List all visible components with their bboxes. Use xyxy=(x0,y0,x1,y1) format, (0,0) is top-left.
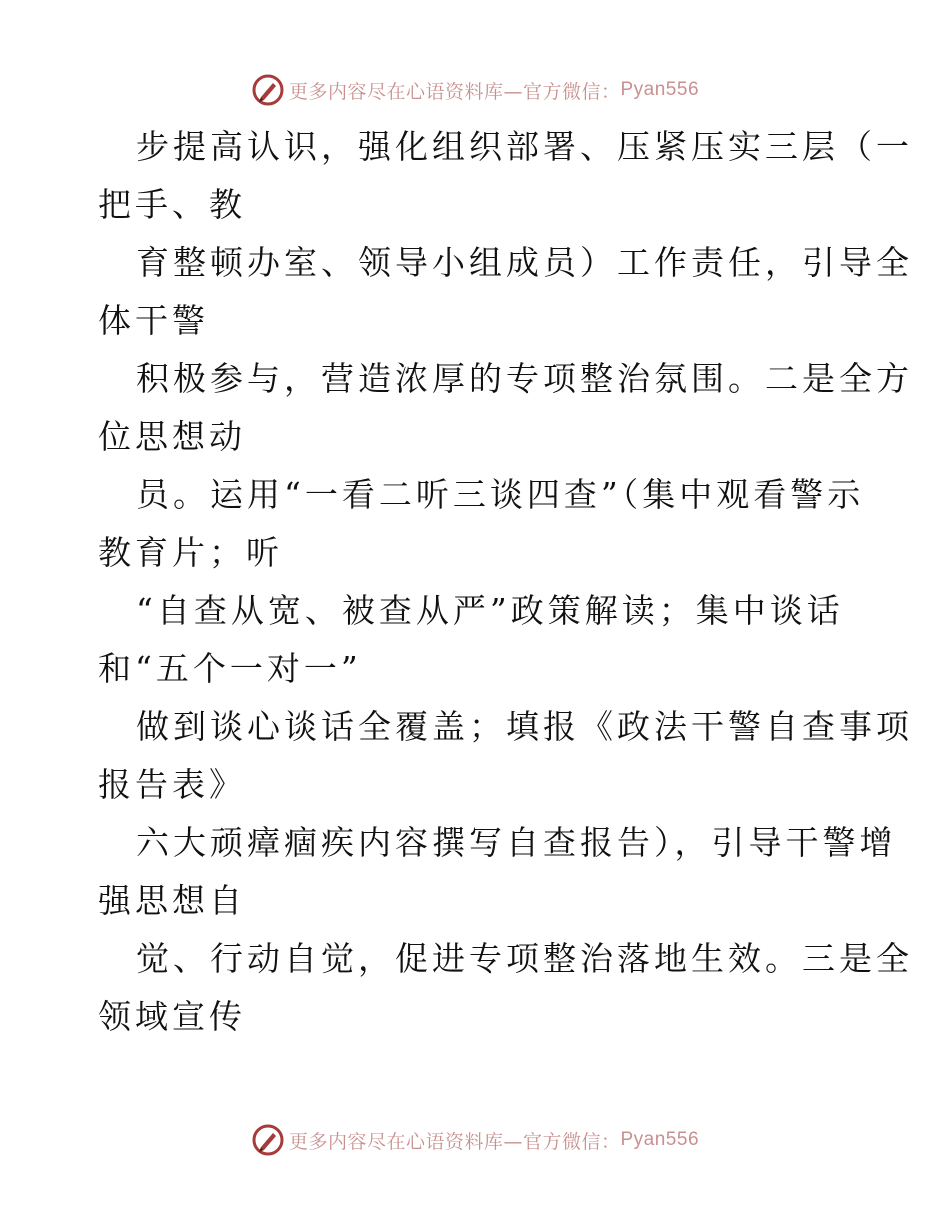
pen-nib-circle-icon xyxy=(251,73,285,107)
body-line: “自查从宽、被查从严”政策解读；集中谈话 xyxy=(136,591,844,630)
watermark-text: 更多内容尽在心语资料库—官方微信： xyxy=(288,80,621,103)
body-line: 步提高认识，强化组织部署、压紧压实三层（一 xyxy=(136,127,913,166)
body-line: 报告表》 xyxy=(98,765,246,804)
body-line: 位思想动 xyxy=(98,417,246,456)
body-line: 领域宣传 xyxy=(98,997,246,1036)
body-line: 育整顿办室、领导小组成员）工作责任，引导全 xyxy=(136,243,913,282)
watermark-brand: Pyan556 xyxy=(620,79,700,100)
body-line: 体干警 xyxy=(98,301,209,340)
header-watermark xyxy=(0,70,950,110)
body-line: 六大顽瘴痼疾内容撰写自查报告），引导干警增 xyxy=(136,823,897,862)
body-line: 和“五个一对一” xyxy=(98,649,362,688)
watermark-brand: Pyan556 xyxy=(620,1129,700,1150)
watermark-text: 更多内容尽在心语资料库—官方微信： xyxy=(288,1130,621,1153)
body-line: 做到谈心谈话全覆盖；填报《政法干警自查事项 xyxy=(136,707,913,746)
pen-nib-circle-icon xyxy=(251,1123,285,1157)
body-line: 员。运用“一看二听三谈四查”（集中观看警示 xyxy=(136,475,865,514)
body-line: 教育片；听 xyxy=(98,533,283,572)
body-line: 积极参与，营造浓厚的专项整治氛围。二是全方 xyxy=(136,359,913,398)
document-body xyxy=(98,118,913,1046)
footer-watermark xyxy=(0,1120,950,1160)
body-line: 把手、教 xyxy=(98,185,246,224)
body-line: 强思想自 xyxy=(98,881,246,920)
body-line: 觉、行动自觉，促进专项整治落地生效。三是全 xyxy=(136,939,913,978)
